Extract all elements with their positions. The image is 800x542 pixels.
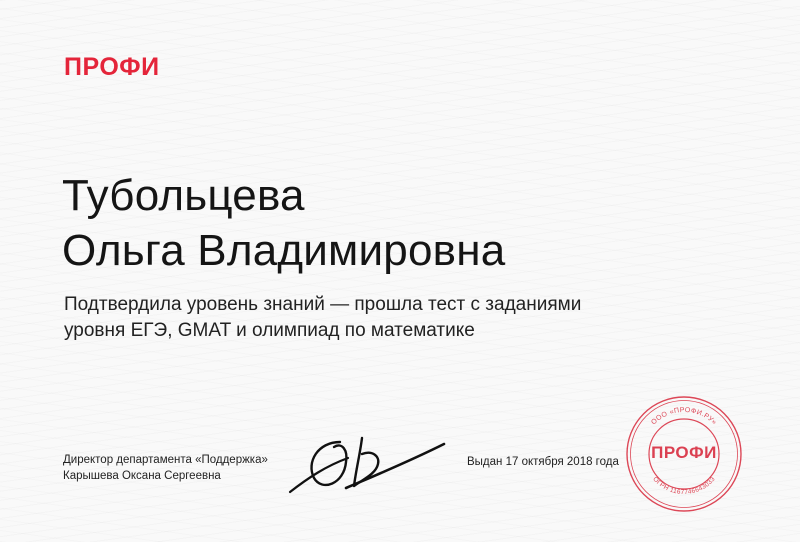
signer-position: Директор департамента «Поддержка» [63, 454, 268, 466]
stamp-center-text: ПРОФИ [651, 443, 717, 462]
recipient-surname: Тубольцева [62, 171, 305, 220]
brand-logo: ПРОФИ [64, 53, 160, 81]
signer-name: Карышева Оксана Сергеевна [63, 470, 221, 482]
issue-date: Выдан 17 октября 2018 года [467, 456, 619, 468]
signature-tail-stroke [290, 458, 348, 492]
description-line-1: Подтвердила уровень знаний — прошла тест с заданиями [64, 294, 582, 315]
stamp-ring-top-text: ООО «ПРОФИ.РУ» [650, 406, 718, 427]
description-line-2: уровня ЕГЭ, GMAT и олимпиад по математике [64, 320, 475, 341]
handwritten-signature [282, 420, 454, 500]
achievement-description [64, 292, 581, 344]
company-stamp [624, 394, 744, 514]
recipient-given-names: Ольга Владимировна [62, 226, 506, 275]
recipient-name [62, 168, 505, 278]
stamp-ring-bottom-text: ОГРН 1167746643033 [651, 475, 717, 497]
signature-loop-stroke [312, 442, 347, 485]
signer-block [63, 452, 268, 484]
